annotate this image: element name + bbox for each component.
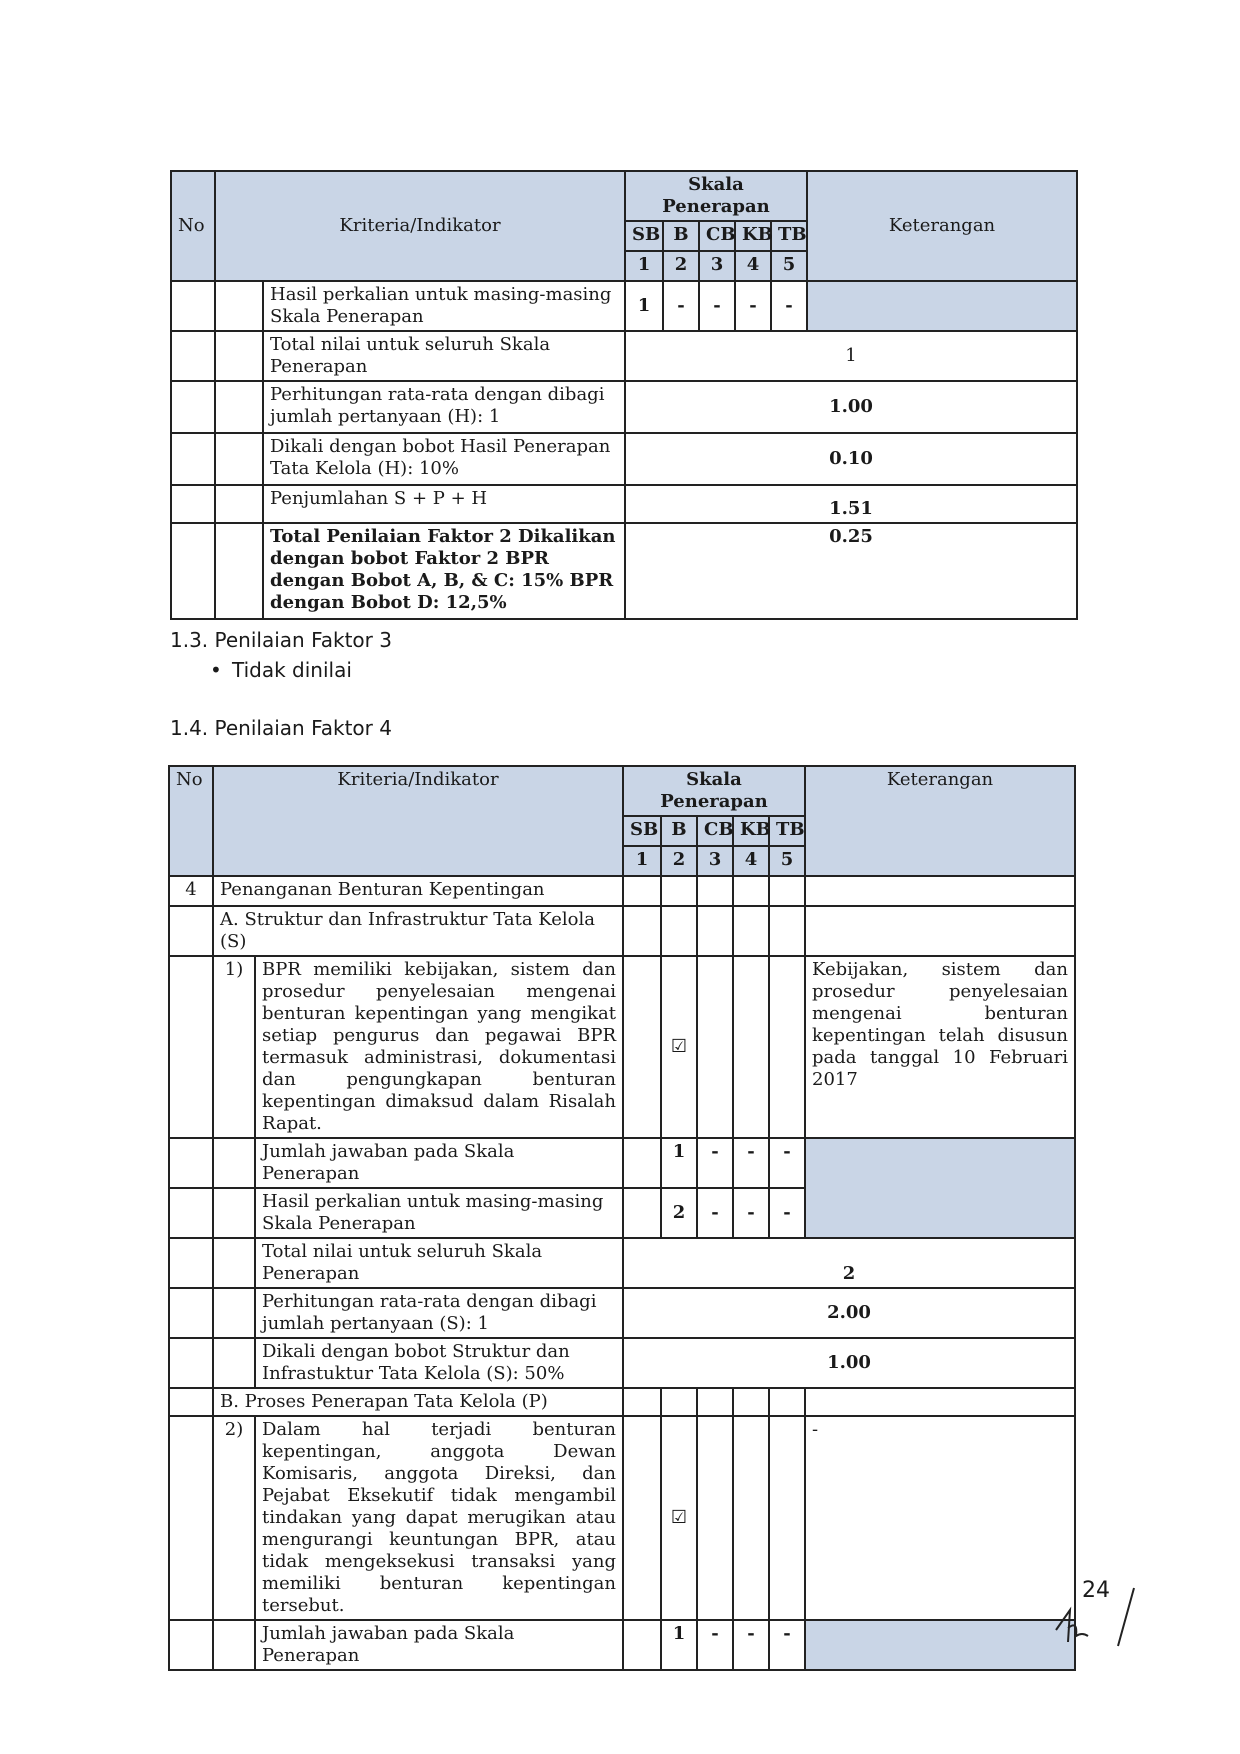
item-2-checkbox-icon: ☑ [661, 1416, 697, 1620]
jumlah-val-kb: - [733, 1138, 769, 1188]
header-num-3: 3 [699, 251, 735, 281]
header-num-4: 4 [735, 251, 771, 281]
sub-b-label: B. Proses Penerapan Tata Kelola (P) [213, 1388, 623, 1416]
bobot-val-2: 1.00 [623, 1338, 1075, 1388]
rata-val-2: 2.00 [623, 1288, 1075, 1338]
header2-col-b: B [661, 816, 697, 846]
hasil-label: Hasil perkalian untuk masing-masing Skala Penerapan [263, 281, 625, 331]
jumlah-label-2: Jumlah jawaban pada Skala Penerapan [255, 1138, 623, 1188]
section-4-title: 1.4. Penilaian Faktor 4 [170, 716, 392, 740]
section-3-bullet [210, 658, 352, 682]
bobot-val: 0.10 [625, 433, 1077, 485]
rata-val: 1.00 [625, 381, 1077, 433]
factor-label: Penanganan Benturan Kepentingan [213, 876, 623, 906]
header-col-sb: SB [625, 221, 663, 251]
rata-label: Perhitungan rata-rata dengan dibagi jumlah pertanyaan (H): 1 [263, 381, 625, 433]
header-skala: Skala Penerapan [625, 171, 807, 221]
hasil2-val-b: 2 [661, 1188, 697, 1238]
header-col-cb: CB [699, 221, 735, 251]
hasil2-val-tb: - [769, 1188, 805, 1238]
section-3-title: 1.3. Penilaian Faktor 3 [170, 628, 392, 652]
item-1-text: BPR memiliki kebijakan, sistem dan prosedur penyelesaian mengenai benturan kepentingan yang mengikat setiap pengurus dan pegawai BPR termasuk administrasi, dokumentasi dan pengungkapan benturan kepentingan dimaksud dalam Risalah Rapat. [255, 956, 623, 1138]
jumlah-val-b: 1 [661, 1138, 697, 1188]
header-kriteria: Kriteria/Indikator [215, 171, 625, 281]
jumlah2-val-cb: - [697, 1620, 733, 1670]
faktor-2-table [170, 170, 1078, 620]
jumlah-val-cb: - [697, 1138, 733, 1188]
header2-num-2: 2 [661, 846, 697, 876]
header-keterangan: Keterangan [807, 171, 1077, 281]
hasil-val-sb: 1 [625, 281, 663, 331]
item-1-checkbox-icon: ☑ [661, 956, 697, 1138]
total-label-2: Total nilai untuk seluruh Skala Penerapan [255, 1238, 623, 1288]
header-col-tb: TB [771, 221, 807, 251]
header2-col-cb: CB [697, 816, 733, 846]
header-col-kb: KB [735, 221, 771, 251]
hasil-val-tb: - [771, 281, 807, 331]
header2-num-4: 4 [733, 846, 769, 876]
item-1-no: 1) [213, 956, 255, 1138]
jumlah2-val-b: 1 [661, 1620, 697, 1670]
header-no: No [171, 171, 215, 281]
hasil2-val-kb: - [733, 1188, 769, 1238]
header2-num-1: 1 [623, 846, 661, 876]
jumlah-label: Penjumlahan S + P + H [263, 485, 625, 523]
total-val-2: 2 [623, 1238, 1075, 1288]
header-num-2: 2 [663, 251, 699, 281]
total-val: 1 [625, 331, 1077, 381]
page-number: 24 [1082, 1578, 1110, 1603]
jumlah-val-tb: - [769, 1138, 805, 1188]
bobot-label-2: Dikali dengan bobot Struktur dan Infrastuktur Tata Kelola (S): 50% [255, 1338, 623, 1388]
item-2-text: Dalam hal terjadi benturan kepentingan, anggota Dewan Komisaris, anggota Direksi, dan Pejabat Eksekutif tidak mengambil tindakan yang dapat merugikan atau mengurangi keuntungan BPR, atau tidak mengeksekusi transaksi yang memiliki benturan kepentingan tersebut. [255, 1416, 623, 1620]
bullet-dot-icon: • [210, 658, 222, 682]
header-keterangan-2: Keterangan [805, 766, 1075, 876]
hasil2-val-cb: - [697, 1188, 733, 1238]
jumlah-val: 1.51 [625, 485, 1077, 523]
header-col-b: B [663, 221, 699, 251]
header-num-5: 5 [771, 251, 807, 281]
factor-no: 4 [169, 876, 213, 906]
item-2-no: 2) [213, 1416, 255, 1620]
hasil-val-kb: - [735, 281, 771, 331]
header2-num-3: 3 [697, 846, 733, 876]
rata-label-2: Perhitungan rata-rata dengan dibagi jumlah pertanyaan (S): 1 [255, 1288, 623, 1338]
bobot-label: Dikali dengan bobot Hasil Penerapan Tata Kelola (H): 10% [263, 433, 625, 485]
header2-num-5: 5 [769, 846, 805, 876]
header-skala-2: Skala Penerapan [623, 766, 805, 816]
section-3-bullet-text: Tidak dinilai [232, 658, 352, 682]
jumlah2-val-tb: - [769, 1620, 805, 1670]
sub-a-label: A. Struktur dan Infrastruktur Tata Kelola (S) [213, 906, 623, 956]
hasil-val-cb: - [699, 281, 735, 331]
header-no-2: No [169, 766, 213, 876]
header2-col-sb: SB [623, 816, 661, 846]
faktor-4-table [168, 765, 1076, 1671]
jumlah2-label: Jumlah jawaban pada Skala Penerapan [255, 1620, 623, 1670]
final-val: 0.25 [625, 523, 1077, 619]
item-2-keterangan: - [805, 1416, 1075, 1620]
final-label: Total Penilaian Faktor 2 Dikalikan dengan bobot Faktor 2 BPR dengan Bobot A, B, & C: 15% BPR dengan Bobot D: 12,5% [263, 523, 625, 619]
total-label: Total nilai untuk seluruh Skala Penerapan [263, 331, 625, 381]
item-1-keterangan: Kebijakan, sistem dan prosedur penyelesaian mengenai benturan kepentingan telah disusun pada tanggal 10 Februari 2017 [805, 956, 1075, 1138]
header-num-1: 1 [625, 251, 663, 281]
hasil-val-b: - [663, 281, 699, 331]
jumlah2-val-kb: - [733, 1620, 769, 1670]
hasil-label-2: Hasil perkalian untuk masing-masing Skala Penerapan [255, 1188, 623, 1238]
header2-col-kb: KB [733, 816, 769, 846]
header-kriteria-2: Kriteria/Indikator [213, 766, 623, 876]
header2-col-tb: TB [769, 816, 805, 846]
